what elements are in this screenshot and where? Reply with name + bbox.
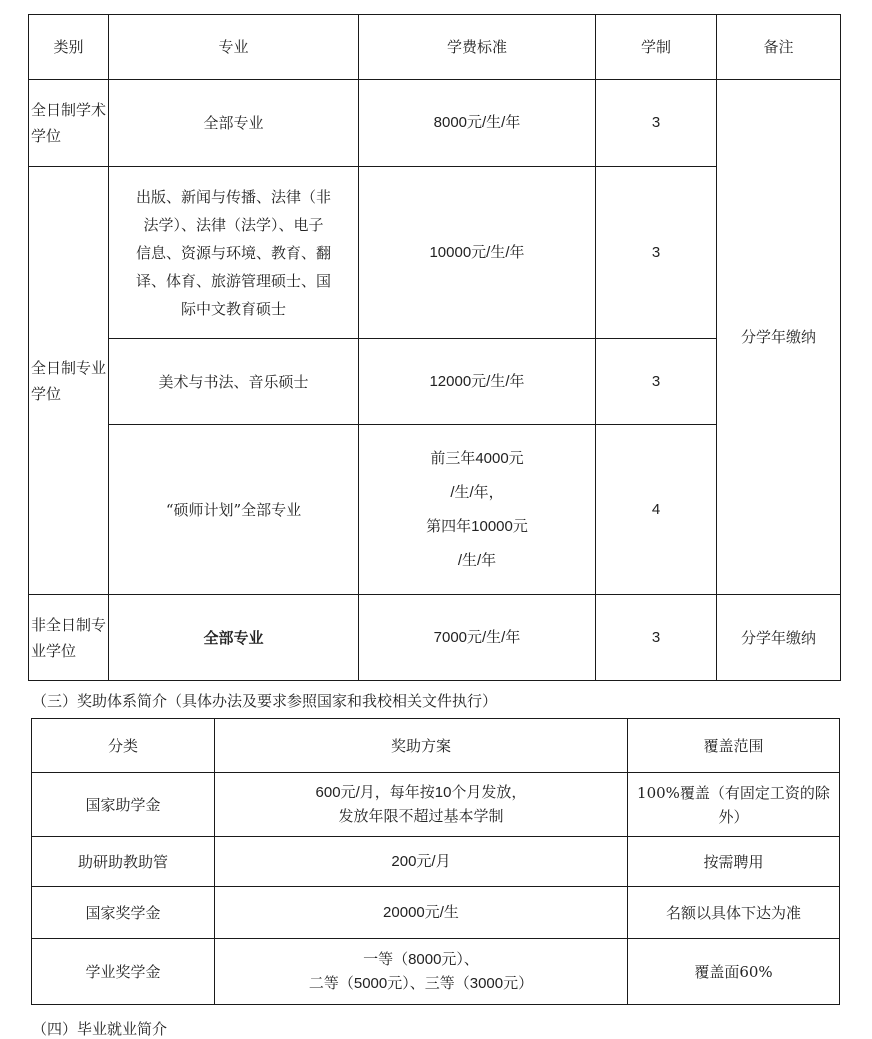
award-type-cell: 国家奖学金: [32, 887, 215, 939]
years-cell: 4: [596, 425, 717, 595]
major-cell: 全部专业: [109, 595, 359, 681]
major-line: 出版、新闻与传播、法律（非: [135, 187, 331, 206]
table-row: [32, 939, 840, 1005]
header-years: 学制: [596, 15, 717, 80]
category-cell: 非全日制专业学位: [29, 595, 109, 681]
table-row: [29, 595, 841, 681]
note-cell: 分学年缴纳: [717, 80, 841, 595]
major-line: 译、体育、旅游管理硕士、国: [135, 271, 331, 290]
major-line: 际中文教育硕士: [180, 299, 286, 318]
header-coverage: 覆盖范围: [628, 719, 840, 773]
award-plan-cell: [215, 773, 628, 837]
years-cell: 3: [596, 80, 717, 167]
table-row: [32, 887, 840, 939]
award-system-table: [31, 718, 840, 1005]
major-cell: [109, 167, 359, 339]
plan-line: 200元/月: [391, 852, 451, 870]
award-type-cell: 助研助教助管: [32, 837, 215, 887]
fee-cell: 12000元/生/年: [359, 339, 596, 425]
major-cell: 美术与书法、音乐硕士: [109, 339, 359, 425]
fee-cell: 10000元/生/年: [359, 167, 596, 339]
header-fee: 学费标准: [359, 15, 596, 80]
header-type: 分类: [32, 719, 215, 773]
header-category: 类别: [29, 15, 109, 80]
award-plan-cell: [215, 939, 628, 1005]
years-cell: 3: [596, 167, 717, 339]
major-line: 信息、资源与环境、教育、翻: [135, 243, 331, 262]
major-cell: 全部专业: [109, 80, 359, 167]
years-cell: 3: [596, 595, 717, 681]
tuition-fee-table: [28, 14, 841, 681]
plan-line: 二等（5000元）、三等（3000元）: [308, 974, 534, 992]
major-line: 法学）、法律（法学）、电子: [143, 215, 324, 234]
fee-cell: 7000元/生/年: [359, 595, 596, 681]
major-cell: “硕师计划”全部专业: [109, 425, 359, 595]
next-section-heading: （四）毕业就业简介: [32, 1020, 168, 1038]
award-plan-cell: [215, 837, 628, 887]
plan-line: 600元/月，每年按10个月发放，: [315, 783, 527, 801]
fee-cell: 8000元/生/年: [359, 80, 596, 167]
fee-line: 前三年4000元: [430, 449, 524, 467]
award-plan-cell: [215, 887, 628, 939]
plan-line: 20000元/生: [383, 903, 459, 921]
table-header-row: [32, 719, 840, 773]
fee-line: 第四年10000元: [426, 517, 528, 535]
section-caption: （三）奖助体系简介（具体办法及要求参照国家和我校相关文件执行）: [32, 692, 498, 710]
award-coverage-cell: 覆盖面60%: [628, 939, 840, 1005]
header-note: 备注: [717, 15, 841, 80]
table-header-row: [29, 15, 841, 80]
table-row: [29, 80, 841, 167]
plan-line: 发放年限不超过基本学制: [338, 807, 504, 825]
award-coverage-cell: 名额以具体下达为准: [628, 887, 840, 939]
award-coverage-cell: 100%覆盖（有固定工资的除外）: [628, 773, 840, 837]
header-major: 专业: [109, 15, 359, 80]
award-type-cell: 国家助学金: [32, 773, 215, 837]
award-type-cell: 学业奖学金: [32, 939, 215, 1005]
plan-line: 一等（8000元）、: [363, 950, 479, 968]
header-plan: 奖助方案: [215, 719, 628, 773]
category-cell: 全日制学术学位: [29, 80, 109, 167]
years-cell: 3: [596, 339, 717, 425]
fee-line: /生/年，: [450, 483, 504, 501]
fee-cell: [359, 425, 596, 595]
note-cell: 分学年缴纳: [717, 595, 841, 681]
table-row: [32, 773, 840, 837]
award-coverage-cell: 按需聘用: [628, 837, 840, 887]
fee-line: /生/年: [457, 551, 497, 569]
table-row: [32, 837, 840, 887]
category-cell: 全日制专业学位: [29, 167, 109, 595]
